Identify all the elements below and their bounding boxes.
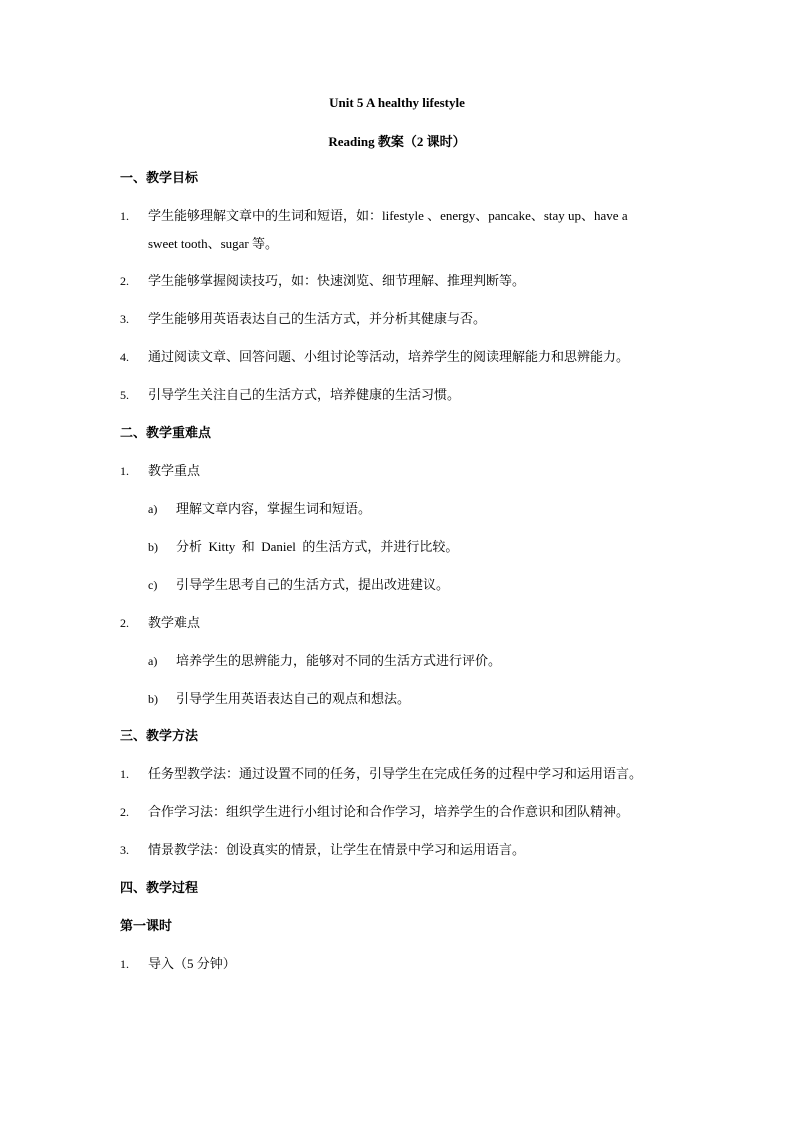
list-number: 2. <box>120 805 129 819</box>
list-number: 2. <box>120 616 129 630</box>
list-item-text: 教学重点 <box>148 463 201 478</box>
sub-item-text: 分析 Kitty 和 Daniel 的生活方式，并进行比较。 <box>176 539 459 554</box>
list-number: 3. <box>120 312 129 326</box>
list-number: 1. <box>120 464 129 478</box>
lesson-heading: 第一课时 <box>120 918 173 933</box>
section-heading-methods: 三、教学方法 <box>120 728 199 743</box>
list-number: 1. <box>120 209 129 223</box>
list-number: 5. <box>120 388 129 402</box>
section-heading-key-points: 二、教学重难点 <box>120 425 212 440</box>
list-number: 1. <box>120 957 129 971</box>
section-heading-process: 四、教学过程 <box>120 880 199 895</box>
list-item-text: 教学难点 <box>148 615 201 630</box>
list-item-text: 情景教学法：创设真实的情景，让学生在情景中学习和运用语言。 <box>148 842 526 857</box>
sub-item-label: a) <box>148 502 158 516</box>
sub-item-text: 理解文章内容，掌握生词和短语。 <box>176 501 372 516</box>
list-item-text: 合作学习法：组织学生进行小组讨论和合作学习，培养学生的合作意识和团队精神。 <box>148 804 630 819</box>
list-item-text: 通过阅读文章、回答问题、小组讨论等活动，培养学生的阅读理解能力和思辨能力。 <box>148 349 630 364</box>
list-item-text-continued: sweet tooth、sugar 等。 <box>148 236 278 251</box>
list-item-text: 导入（5 分钟） <box>148 956 236 971</box>
sub-item-text: 培养学生的思辨能力，能够对不同的生活方式进行评价。 <box>176 653 502 668</box>
list-item-text: 学生能够掌握阅读技巧，如：快速浏览、细节理解、推理判断等。 <box>148 273 526 288</box>
sub-item-label: b) <box>148 692 158 706</box>
list-item-text: 任务型教学法：通过设置不同的任务，引导学生在完成任务的过程中学习和运用语言。 <box>148 766 643 781</box>
sub-item-text: 引导学生用英语表达自己的观点和想法。 <box>176 691 411 706</box>
sub-item-label: a) <box>148 654 158 668</box>
document-subtitle: Reading 教案（2 课时） <box>328 134 466 149</box>
list-item-text: 学生能够用英语表达自己的生活方式，并分析其健康与否。 <box>148 311 487 326</box>
sub-item-text: 引导学生思考自己的生活方式，提出改进建议。 <box>176 577 450 592</box>
list-item-text: 学生能够理解文章中的生词和短语，如：lifestyle 、energy、pancake、stay up、have a <box>148 208 628 223</box>
document-title: Unit 5 A healthy lifestyle <box>329 95 465 110</box>
list-number: 2. <box>120 274 129 288</box>
list-number: 4. <box>120 350 129 364</box>
list-number: 1. <box>120 767 129 781</box>
sub-item-label: c) <box>148 578 158 592</box>
list-item-text: 引导学生关注自己的生活方式，培养健康的生活习惯。 <box>148 387 461 402</box>
section-heading-objectives: 一、教学目标 <box>120 170 199 185</box>
list-number: 3. <box>120 843 129 857</box>
sub-item-label: b) <box>148 540 158 554</box>
